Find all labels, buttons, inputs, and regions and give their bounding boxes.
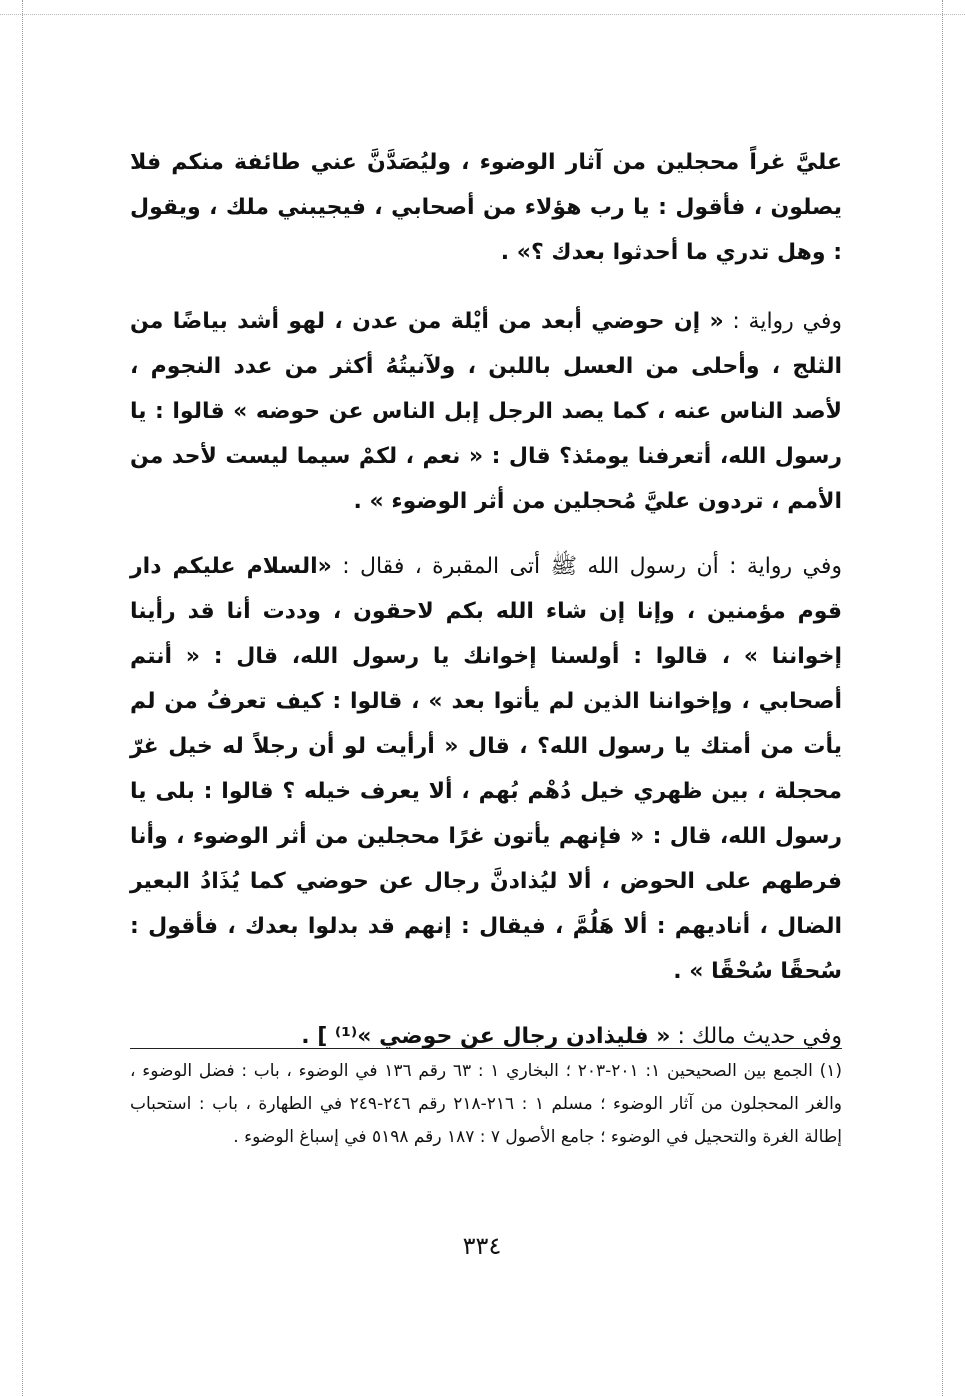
footnote-text: (١) الجمع بين الصحيحين ١: ٢٠١-٢٠٣ ؛ البخاري ١ : ٦٣ رقم ١٣٦ في الوضوء ، باب : فضل الوضوء ، والغر المحجلون من آثار الوضوء ؛ مسلم ١ : ٢١٦-٢١٨ رقم ٢٤٦-٢٤٩ في الطهارة ، باب : استحباب إطالة الغرة والتحجيل في الوضوء ؛ جامع الأصول ٧ : ١٨٧ رقم ٥١٩٨ في إسباغ الوضوء . bbox=[130, 1061, 842, 1147]
paragraph-3-text: «السلام عليكم دار قوم مؤمنين ، وإنا إن شاء الله بكم لاحقون ، وددت أنا قد رأينا إخواننا » ، قالوا : أولسنا إخوانك يا رسول الله، قال : « أنتم أصحابي ، وإخواننا الذين لم يأتوا بعد » ، قالوا : كيف تعرفُ من لم يأت من أمتك يا رسول الله؟ ، قال « أرأيت لو أن رجلاً له خيل غرّ محجلة ، بين ظهري خيل دُهْم بُهم ، ألا يعرف خيله ؟ قالوا : بلى يا رسول الله، قال : « فإنهم يأتون غرًا محجلين من أثر الوضوء ، وأنا فرطهم على الحوض ، ألا ليُذادنَّ رجال عن حوضي كما يُذَادُ البعير الضال ، أناديهم : ألا هَلُمَّ ، فيقال : إنهم قد بدلوا بعدك ، فأقول : سُحقًا سُحْقًا » . bbox=[130, 554, 842, 984]
scan-guide-left bbox=[22, 0, 23, 1396]
page-number: ٣٣٤ bbox=[462, 1232, 502, 1260]
footnote bbox=[130, 1055, 842, 1154]
paragraph-1 bbox=[130, 140, 842, 275]
paragraph-3-lead: وفي رواية : أن رسول الله ﷺ أتى المقبرة ، فقال : bbox=[331, 554, 843, 579]
main-text bbox=[130, 140, 842, 1059]
paragraph-4 bbox=[130, 1014, 842, 1059]
paragraph-2 bbox=[130, 299, 842, 524]
paragraph-4-lead: وفي حديث مالك : bbox=[670, 1024, 842, 1049]
scan-guide-top bbox=[0, 14, 965, 15]
paragraph-1-text: عليَّ غراً محجلين من آثار الوضوء ، وليُصَدَّنَّ عني طائفة منكم فلا يصلون ، فأقول : يا رب هؤلاء من أصحابي ، فيجيبني ملك ، ويقول : وهل تدري ما أحدثوا بعدك ؟» . bbox=[130, 150, 842, 265]
paragraph-2-lead: وفي رواية : bbox=[723, 309, 842, 334]
paragraph-2-text: « إن حوضي أبعد من أيْلة من عدن ، لهو أشد بياضًا من الثلج ، وأحلى من العسل باللبن ، ولآنيتُهُ أكثر من عدد النجوم ، لأصد الناس عنه ، كما يصد الرجل إبل الناس عن حوضه » قالوا : يا رسول الله، أتعرفنا يومئذ؟ قال : « نعم ، لكمْ سيما ليست لأحد من الأمم ، تردون عليَّ مُحجلين من أثر الوضوء » . bbox=[130, 309, 842, 514]
paragraph-3 bbox=[130, 544, 842, 994]
scan-guide-right bbox=[942, 0, 943, 1396]
paragraph-4-text: « فليذادن رجال عن حوضي »⁽¹⁾ ] . bbox=[301, 1024, 671, 1049]
footnote-divider bbox=[130, 1048, 842, 1049]
